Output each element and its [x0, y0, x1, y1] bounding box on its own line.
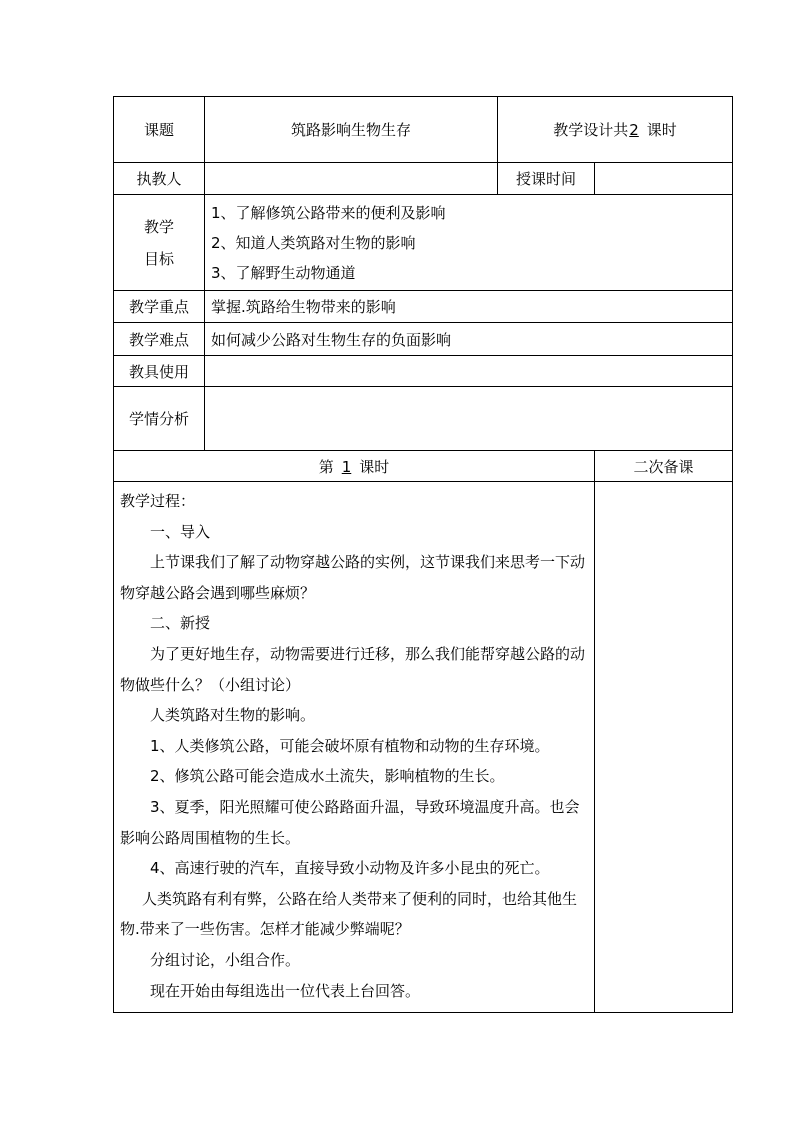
secondary-prep-notes: [595, 482, 733, 1013]
process-paragraph: 人类筑路对生物的影响。: [150, 706, 316, 725]
process-title: 教学过程：: [120, 492, 196, 510]
time-label: 授课时间: [498, 163, 595, 195]
key-point-value: 掌握.筑路给生物带来的影响: [205, 291, 733, 323]
design-prefix: 教学设计共: [553, 121, 629, 139]
teacher-row: [114, 163, 733, 195]
teacher-label: 执教人: [114, 163, 205, 195]
period-prefix: 第: [318, 457, 334, 476]
process-paragraph: 上节课我们了解了动物穿越公路的实例，这节课我们来思考一下动物穿越公路会遇到哪些麻烦？: [120, 553, 586, 602]
goal-item: 1、了解修筑公路带来的便利及影响: [211, 203, 446, 222]
goal-item: 2、知道人类筑路对生物的影响: [211, 233, 416, 252]
key-point-label: 教学重点: [114, 291, 205, 323]
time-value: [595, 163, 733, 195]
topic-row: [114, 97, 733, 163]
goals-row: [114, 195, 733, 291]
difficulty-value: 如何减少公路对生物生存的负面影响: [205, 323, 733, 356]
period-header: [114, 451, 595, 482]
process-paragraph: 为了更好地生存，动物需要进行迁移，那么我们能帮穿越公路的动物做些什么？（小组讨论）: [120, 644, 586, 694]
period-number: 1: [341, 457, 352, 476]
goal-item: 3、了解野生动物通道: [211, 263, 356, 282]
process-paragraph: 3、夏季，阳光照耀可使公路路面升温，导致环境温度升高。也会影响公路周围植物的生长。: [120, 797, 580, 847]
topic-label: 课题: [114, 97, 205, 163]
design-periods: [498, 97, 733, 163]
period-suffix: 课时: [359, 457, 390, 476]
tools-value: [205, 356, 733, 387]
topic-value: 筑路影响生物生存: [205, 97, 498, 163]
secondary-prep-label: 二次备课: [595, 451, 733, 482]
lesson-plan-table: [113, 96, 733, 1013]
goals-label-line1: 教学: [143, 217, 174, 236]
process-paragraph: 二、新授: [150, 614, 211, 633]
process-paragraph: 1、人类修筑公路，可能会破坏原有植物和动物的生存环境。: [150, 736, 550, 755]
process-paragraph: 4、高速行驶的汽车，直接导致小动物及许多小昆虫的死亡。: [150, 859, 550, 878]
teacher-value: [205, 163, 498, 195]
process-paragraph: 2、修筑公路可能会造成水土流失，影响植物的生长。: [150, 767, 505, 786]
process-paragraph: 现在开始由每组选出一位代表上台回答。: [150, 981, 421, 1000]
goals-label: [114, 195, 205, 291]
process-row: [114, 482, 733, 1013]
goals-label-line2: 目标: [143, 249, 174, 268]
key-point-row: [114, 291, 733, 323]
design-suffix: 课时: [646, 121, 677, 139]
process-paragraph: 一、导入: [150, 522, 211, 541]
difficulty-label: 教学难点: [114, 323, 205, 356]
process-paragraph: 人类筑路有利有弊，公路在给人类带来了便利的同时，也给其他生物.带来了一些伤害。怎样才能减少弊端呢？: [120, 889, 578, 939]
analysis-label: 学情分析: [114, 387, 205, 451]
analysis-row: [114, 387, 733, 451]
design-count: 2: [629, 121, 639, 139]
analysis-value: [205, 387, 733, 451]
teaching-process: [114, 482, 595, 1013]
difficulty-row: [114, 323, 733, 356]
tools-label: 教具使用: [114, 356, 205, 387]
process-paragraph: 分组讨论，小组合作。: [150, 950, 301, 969]
tools-row: [114, 356, 733, 387]
period-row: [114, 451, 733, 482]
goals-list: [205, 195, 733, 291]
